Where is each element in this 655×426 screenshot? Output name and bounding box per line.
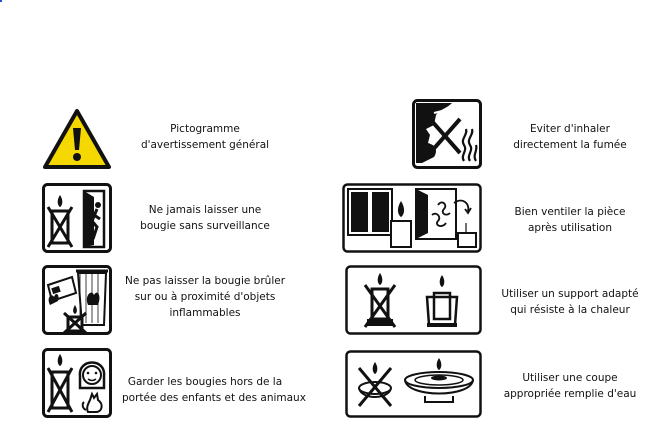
unattended-candle-icon bbox=[42, 183, 112, 253]
warning-triangle-icon bbox=[42, 108, 112, 170]
caption-water-bowl bbox=[495, 370, 645, 402]
caption-line: Garder les bougies hors de la bbox=[127, 376, 283, 388]
flammable-objects-icon bbox=[42, 265, 112, 335]
caption-line: inflammables bbox=[169, 307, 241, 319]
corner-marker bbox=[0, 0, 2, 2]
caption-line: Eviter d'inhaler bbox=[530, 123, 610, 135]
caption-line: portée des enfants et des animaux bbox=[122, 392, 306, 404]
caption-ventilate bbox=[495, 204, 645, 236]
caption-support bbox=[495, 286, 645, 318]
heat-resistant-support-icon bbox=[345, 265, 482, 335]
ventilate-room-icon bbox=[342, 183, 482, 253]
water-bowl-icon bbox=[345, 350, 482, 418]
caption-unattended bbox=[130, 202, 280, 234]
caption-general-warning bbox=[130, 121, 280, 153]
caption-line: après utilisation bbox=[528, 222, 612, 234]
caption-line: Bien ventiler la pièce bbox=[514, 206, 626, 218]
caption-line: directement la fumée bbox=[513, 139, 627, 151]
caption-line: appropriée remplie d'eau bbox=[503, 388, 637, 400]
caption-no-inhale bbox=[495, 121, 645, 153]
caption-line: Ne jamais laisser une bbox=[148, 204, 262, 216]
caption-line: Utiliser une coupe bbox=[522, 372, 618, 384]
caption-line: bougie sans surveillance bbox=[140, 220, 270, 232]
caption-line: Ne pas laisser la bougie brûler bbox=[124, 275, 286, 287]
caption-flammable bbox=[122, 273, 288, 321]
children-animals-icon bbox=[42, 348, 112, 418]
caption-line: d'avertissement général bbox=[140, 139, 270, 151]
caption-line: qui résiste à la chaleur bbox=[510, 304, 630, 316]
caption-line: sur ou à proximité d'objets bbox=[134, 291, 276, 303]
caption-children-animals bbox=[122, 374, 306, 406]
caption-line: Utiliser un support adapté bbox=[501, 288, 639, 300]
caption-line: Pictogramme bbox=[170, 123, 240, 135]
no-inhale-smoke-icon bbox=[412, 99, 482, 169]
